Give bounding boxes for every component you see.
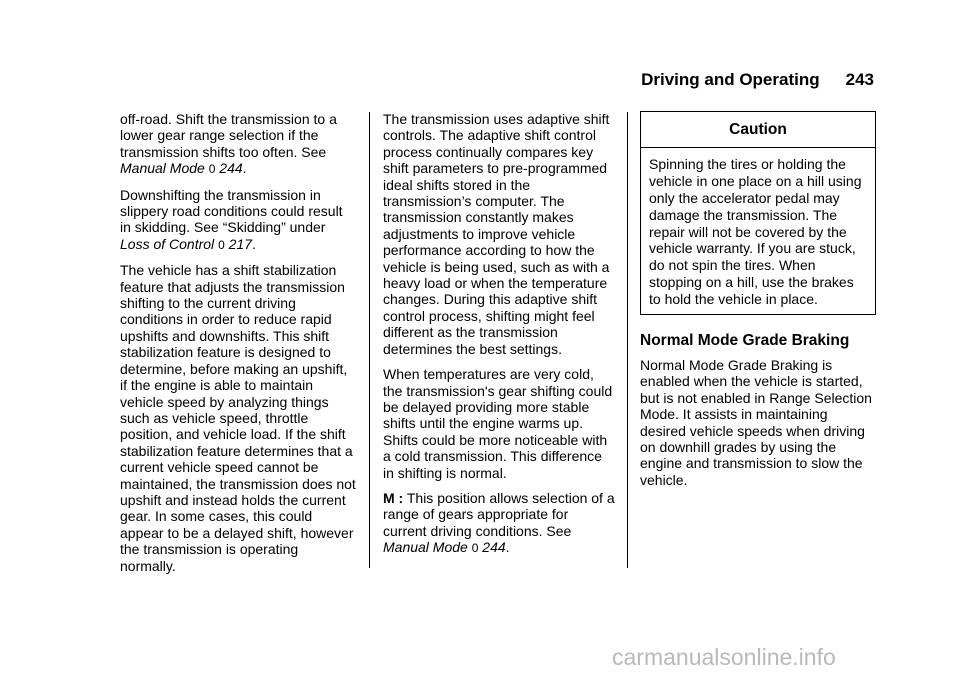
gear-label: M : <box>383 489 404 506</box>
page-number: 243 <box>845 70 874 89</box>
paragraph: off-road. Shift the transmission to a lower gear range selection if the transmission shifts too often. See Manual Mode 0 244. <box>120 111 337 177</box>
column-middle <box>383 111 615 566</box>
cross-reference-link[interactable]: Loss of Control 0 217 <box>120 235 252 252</box>
paragraph: Normal Mode Grade Braking is enabled when the vehicle is started, but is not enabled in Range Selection Mode. It assists in maintaining desired vehicle speeds when driving on downhill grades by using the engine and transmission to slow the vehicle. <box>640 356 872 488</box>
section-title: Driving and Operating <box>641 70 820 89</box>
caution-title: Caution <box>641 112 875 148</box>
page-reference-icon: 0 <box>208 162 216 177</box>
watermark: carmanualsonline.info <box>612 644 836 670</box>
section-heading: Normal Mode Grade Braking <box>640 331 850 349</box>
paragraph: The transmission uses adaptive shift controls. The adaptive shift control process continually compares key shift parameters to pre-programmed ideal shifts stored in the transmission’s computer. The transmission constantly makes adjustments to improve vehicle performance according to how the vehicle is being used, such as with a heavy load or when the temperature changes. During this adaptive shift control process, shifting might feel different as the transmission determines the best settings. <box>383 111 610 357</box>
cross-reference-link[interactable]: Manual Mode 0 244 <box>120 160 243 177</box>
column-divider-right <box>627 112 628 568</box>
column-left <box>120 111 356 583</box>
caution-box <box>640 111 876 315</box>
page-reference-icon: 0 <box>218 237 225 252</box>
paragraph: M : This position allows selection of a range of gears appropriate for current driving conditions. See Manual Mode 0 244. <box>383 489 615 556</box>
column-right <box>640 111 876 497</box>
caution-body: Spinning the tires or holding the vehicle in one place on a hill using only the accelerator pedal may damage the transmission. The repair will not be covered by the vehicle warranty. If you are stuck, do not spin the tires. When stopping on a hill, use the brakes to hold the vehicle in place. <box>649 156 862 307</box>
column-divider-left <box>369 112 370 568</box>
paragraph: When temperatures are very cold, the transmission's gear shifting could be delayed providing more stable shifts until the engine warms up. Shifts could be more noticeable with a cold transmission. This difference in shifting is normal. <box>383 366 613 481</box>
paragraph: The vehicle has a shift stabilization feature that adjusts the transmission shifting to the current driving conditions in order to reduce rapid upshifts and downshifts. This shift stabilization feature is designed to determine, before making an upshift, if the engine is able to maintain vehicle speed by analyzing things such as vehicle speed, throttle position, and vehicle load. If the shift stabilization feature determines that a current vehicle speed cannot be maintained, the transmission does not upshift and instead holds the current gear. In some cases, this could appear to be a delayed shift, however the transmission is operating normally. <box>120 262 356 574</box>
cross-reference-link[interactable]: Manual Mode 0 244 <box>383 539 506 556</box>
page-reference-icon: 0 <box>471 541 479 556</box>
paragraph: Downshifting the transmission in slippery road conditions could result in skidding. See “Skidding” under Loss of Control 0 217. <box>120 186 343 252</box>
page-header <box>641 70 874 90</box>
